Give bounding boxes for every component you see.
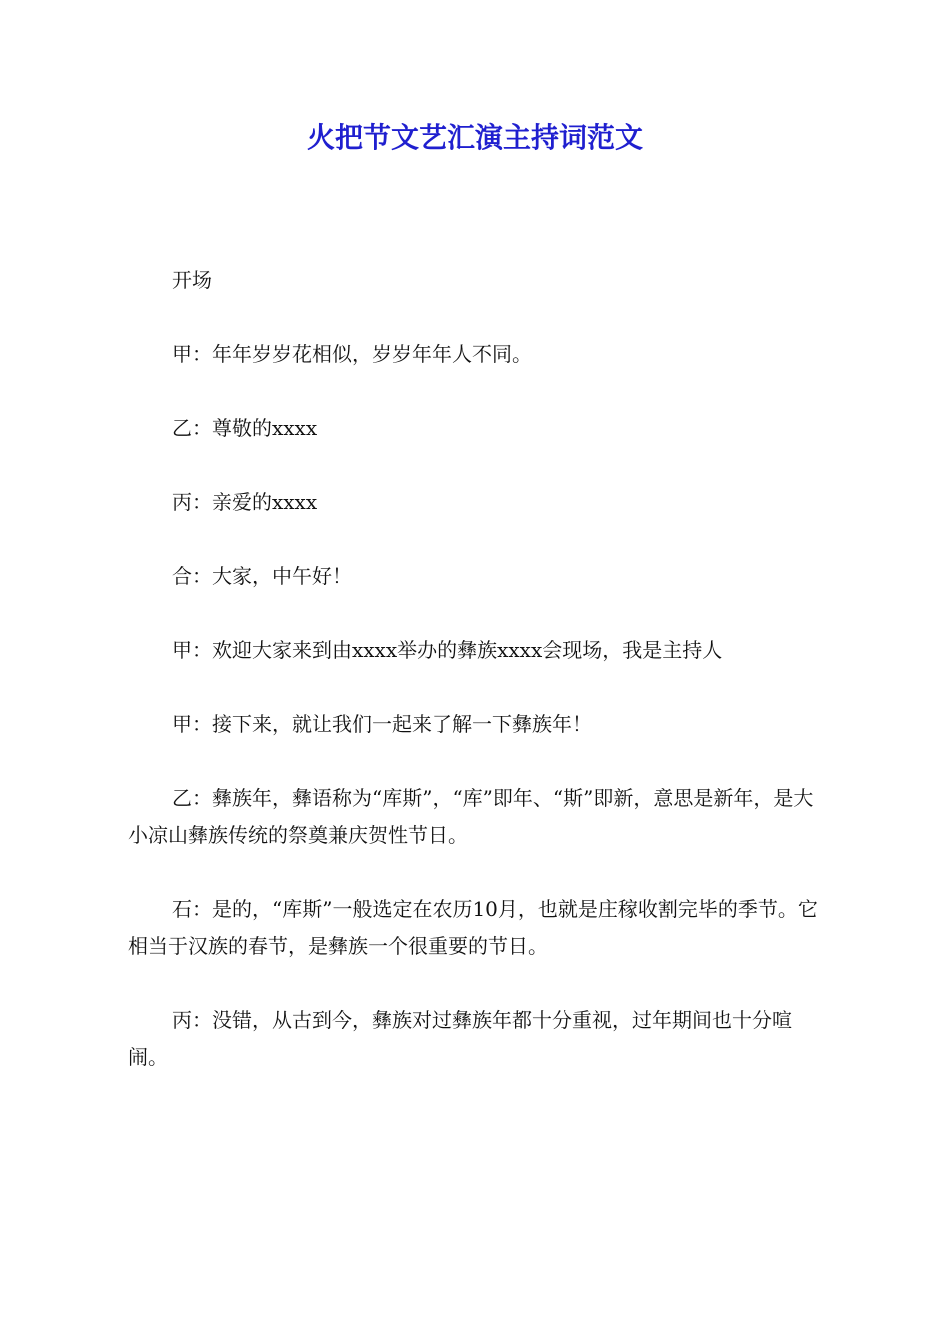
paragraph: 合：大家，中午好！ bbox=[172, 564, 352, 588]
paragraph: 乙：尊敬的xxxx bbox=[172, 416, 318, 440]
paragraph: 甲：接下来，就让我们一起来了解一下彝族年！ bbox=[172, 712, 592, 736]
paragraph: 丙：没错，从古到今，彝族对过彝族年都十分重视，过年期间也十分喧闹。 bbox=[128, 1008, 792, 1069]
paragraph: 乙：彝族年，彝语称为“库斯”，“库”即年、“斯”即新，意思是新年，是大小凉山彝族传统的祭奠兼庆贺性节日。 bbox=[128, 786, 814, 847]
paragraph: 丙：亲爱的xxxx bbox=[172, 490, 318, 514]
document-title: 火把节文艺汇演主持词范文 bbox=[306, 121, 643, 154]
paragraph: 石：是的，“库斯”一般选定在农历10月，也就是庄稼收割完毕的季节。它相当于汉族的春节，是彝族一个很重要的节日。 bbox=[128, 897, 818, 958]
document-body bbox=[128, 262, 828, 1113]
paragraph: 甲：欢迎大家来到由xxxx举办的彝族xxxx会现场，我是主持人 bbox=[172, 638, 723, 662]
paragraph: 甲：年年岁岁花相似，岁岁年年人不同。 bbox=[172, 342, 532, 366]
paragraph-opening: 开场 bbox=[172, 268, 212, 292]
